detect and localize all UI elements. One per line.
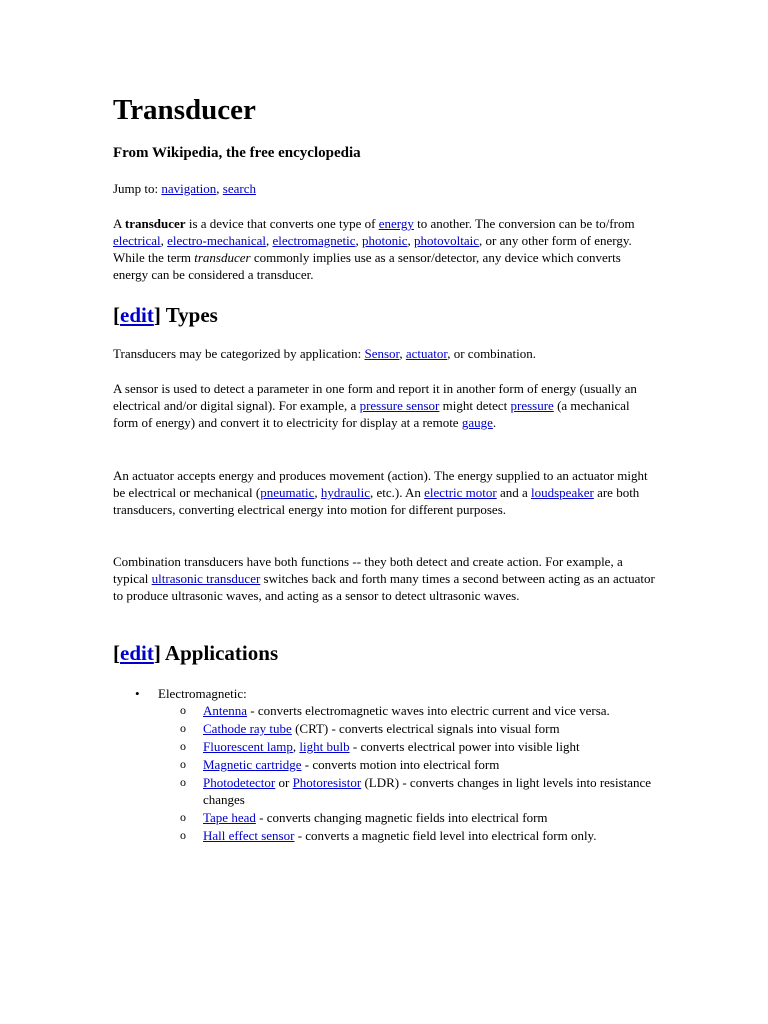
electro-mechanical-link[interactable]: electro-mechanical <box>167 233 267 248</box>
antenna-link[interactable]: Antenna <box>203 703 248 718</box>
loudspeaker-link[interactable]: loudspeaker <box>531 485 594 500</box>
gauge-link[interactable]: gauge <box>461 415 493 430</box>
hydraulic-link[interactable]: hydraulic <box>320 485 370 500</box>
electromagnetic-sublist <box>158 702 658 844</box>
electric-motor-link[interactable]: electric motor <box>424 485 497 500</box>
hall-effect-sensor-link[interactable]: Hall effect sensor <box>203 828 295 843</box>
pressure-sensor-link[interactable]: pressure sensor <box>359 398 440 413</box>
pneumatic-link[interactable]: pneumatic <box>260 485 315 500</box>
magnetic-cartridge-link[interactable]: Magnetic cartridge <box>203 757 302 772</box>
electrical-link[interactable]: electrical <box>113 233 161 248</box>
actuator-link[interactable]: actuator <box>405 346 448 361</box>
types-paragraph-sensor: A sensor is used to detect a parameter in one form and report it in another form of energy (usually an electrical and/or digital signal). For example, a pressure sensor might detect pressure (a mechanical form of energy) and convert it to electricity for display at a remote gauge. <box>113 381 637 430</box>
jump-to-links: Jump to: navigation, search <box>113 181 256 196</box>
category-label: Electromagnetic: <box>158 686 247 701</box>
navigation-link[interactable]: navigation <box>161 181 217 196</box>
cathode-ray-tube-link[interactable]: Cathode ray tube <box>203 721 292 736</box>
light-bulb-link[interactable]: light bulb <box>299 739 350 754</box>
list-item-lamp: o Fluorescent lamp, light bulb - converts electrical power into visible light <box>158 738 658 755</box>
photodetector-link[interactable]: Photodetector <box>203 775 276 790</box>
photonic-link[interactable]: photonic <box>362 233 408 248</box>
list-item <box>113 685 658 844</box>
photovoltaic-link[interactable]: photovoltaic <box>414 233 480 248</box>
types-paragraph-categories: Transducers may be categorized by application: Sensor, actuator, or combination. <box>113 346 537 361</box>
types-paragraph-actuator: An actuator accepts energy and produces movement (action). The energy supplied to an actuator might be electrical or mechanical (pneumatic, hydraulic, etc.). An electric motor and a loudspeaker are both transducers, converting electrical energy into motion for different purposes. <box>113 468 648 517</box>
ultrasonic-transducer-link[interactable]: ultrasonic transducer <box>151 571 261 586</box>
list-item-antenna: o Antenna - converts electromagnetic waves into electric current and vice versa. <box>158 702 658 719</box>
tape-head-link[interactable]: Tape head <box>203 810 256 825</box>
photoresistor-link[interactable]: Photoresistor <box>292 775 362 790</box>
electromagnetic-link[interactable]: electromagnetic <box>272 233 356 248</box>
pressure-link[interactable]: pressure <box>510 398 554 413</box>
list-item-hall-effect: o Hall effect sensor - converts a magnetic field level into electrical form only. <box>158 827 658 844</box>
types-paragraph-combination: Combination transducers have both functions -- they both detect and create action. For example, a typical ultrasonic transducer switches back and forth many times a second between acting as an actuator to produce ultrasonic waves, and acting as a sensor to detect ultrasonic waves. <box>113 554 655 603</box>
site-subtitle: From Wikipedia, the free encyclopedia <box>113 145 361 161</box>
page-title: Transducer <box>113 94 256 126</box>
energy-link[interactable]: energy <box>378 216 414 231</box>
edit-types-link[interactable]: edit <box>120 303 154 327</box>
list-item-cartridge: o Magnetic cartridge - converts motion into electrical form <box>158 756 658 773</box>
applications-heading: [edit] Applications <box>113 641 279 665</box>
edit-applications-link[interactable]: edit <box>120 641 154 665</box>
types-heading: [edit] Types <box>113 303 218 327</box>
sensor-link[interactable]: Sensor <box>364 346 400 361</box>
applications-list <box>113 685 658 844</box>
search-link[interactable]: search <box>222 181 256 196</box>
list-item-tape-head: o Tape head - converts changing magnetic fields into electrical form <box>158 809 658 826</box>
applications-list-container <box>113 685 658 845</box>
list-item-photodetector: o Photodetector or Photoresistor (LDR) - converts changes in light levels into resistance changes <box>158 774 658 808</box>
intro-paragraph: A transducer is a device that converts one type of energy to another. The conversion can be to/from electrical, electro-mechanical, electromagnetic, photonic, photovoltaic, or any other form of energy. While the term transducer commonly implies use as a sensor/detector, any device which converts energy can be considered a transducer. <box>113 216 635 282</box>
list-item-crt: o Cathode ray tube (CRT) - converts electrical signals into visual form <box>158 720 658 737</box>
fluorescent-lamp-link[interactable]: Fluorescent lamp <box>203 739 293 754</box>
